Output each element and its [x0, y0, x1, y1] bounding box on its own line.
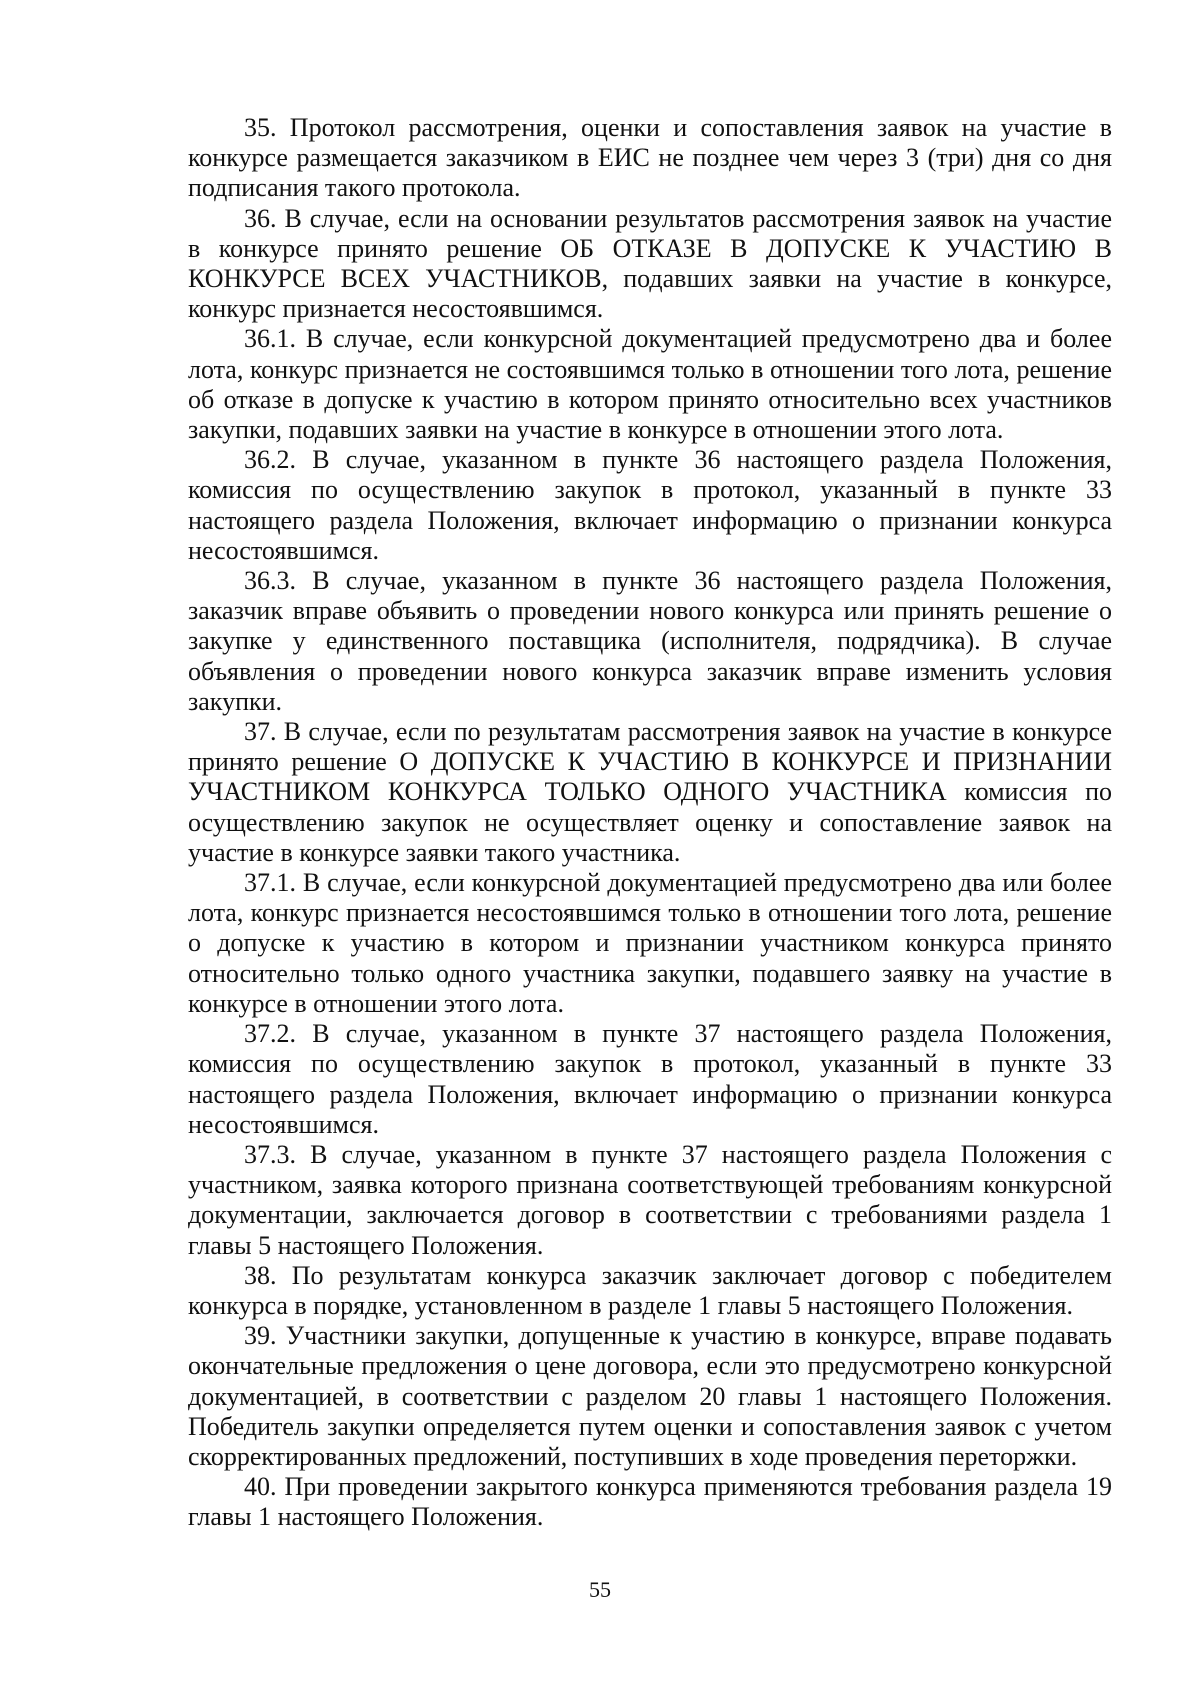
- document-body: [188, 113, 1112, 1533]
- paragraph-37-1: 37.1. В случае, если конкурсной документацией предусмотрено два или более лота, конкурс признается несостоявшимся только в отношении того лота, решение о допуске к участию в котором и признании участником конкурса принято относительно только одного участника закупки, подавшего заявку на участие в конкурсе в отношении этого лота.: [188, 868, 1112, 1018]
- paragraph-35: 35. Протокол рассмотрения, оценки и сопоставления заявок на участие в конкурсе размещается заказчиком в ЕИС не позднее чем через 3 (три) дня со дня подписания такого протокола.: [188, 113, 1112, 203]
- paragraph-39: 39. Участники закупки, допущенные к участию в конкурсе, вправе подавать окончательные предложения о цене договора, если это предусмотрено конкурсной документацией, в соответствии с разделом 20 главы 1 настоящего Положения. Победитель закупки определяется путем оценки и сопоставления заявок с учетом скорректированных предложений, поступивших в ходе проведения переторжки.: [188, 1321, 1112, 1471]
- paragraph-36-1: 36.1. В случае, если конкурсной документацией предусмотрено два и более лота, конкурс признается не состоявшимся только в отношении того лота, решение об отказе в допуске к участию в котором принято относительно всех участников закупки, подавших заявки на участие в конкурсе в отношении этого лота.: [188, 324, 1112, 445]
- paragraph-36-2: 36.2. В случае, указанном в пункте 36 настоящего раздела Положения, комиссия по осуществлению закупок в протокол, указанный в пункте 33 настоящего раздела Положения, включает информацию о признании конкурса несостоявшимся.: [188, 445, 1112, 565]
- paragraph-40: 40. При проведении закрытого конкурса применяются требования раздела 19 главы 1 настоящего Положения.: [188, 1472, 1112, 1532]
- paragraph-36-3: 36.3. В случае, указанном в пункте 36 настоящего раздела Положения, заказчик вправе объявить о проведении нового конкурса или принять решение о закупке у единственного поставщика (исполнителя, подрядчика). В случае объявления о проведении нового конкурса заказчик вправе изменить условия закупки.: [188, 566, 1112, 716]
- paragraph-38: 38. По результатам конкурса заказчик заключает договор с победителем конкурса в порядке, установленном в разделе 1 главы 5 настоящего Положения.: [188, 1260, 1112, 1320]
- paragraph-37-2: 37.2. В случае, указанном в пункте 37 настоящего раздела Положения, комиссия по осуществлению закупок в протокол, указанный в пункте 33 настоящего раздела Положения, включает информацию о признании конкурса несостоявшимся.: [188, 1019, 1112, 1139]
- paragraph-36: 36. В случае, если на основании результатов рассмотрения заявок на участие в конкурсе принято решение ОБ ОТКАЗЕ В ДОПУСКЕ К УЧАСТИЮ В КОНКУРСЕ ВСЕХ УЧАСТНИКОВ, подавших заявки на участие в конкурсе, конкурс признается несостоявшимся.: [188, 203, 1112, 324]
- paragraph-37: 37. В случае, если по результатам рассмотрения заявок на участие в конкурсе принято решение О ДОПУСКЕ К УЧАСТИЮ В КОНКУРСЕ И ПРИЗНАНИИ УЧАСТНИКОМ КОНКУРСА ТОЛЬКО ОДНОГО УЧАСТНИКА комиссия по осуществлению закупок не осуществляет оценку и сопоставление заявок на участие в конкурсе заявки такого участника.: [188, 717, 1112, 867]
- paragraph-37-3: 37.3. В случае, указанном в пункте 37 настоящего раздела Положения с участником, заявка которого признана соответствующей требованиям конкурсной документации, заключается договор в соответствии с требованиями раздела 1 главы 5 настоящего Положения.: [188, 1139, 1112, 1260]
- page-number: 55: [589, 1577, 611, 1602]
